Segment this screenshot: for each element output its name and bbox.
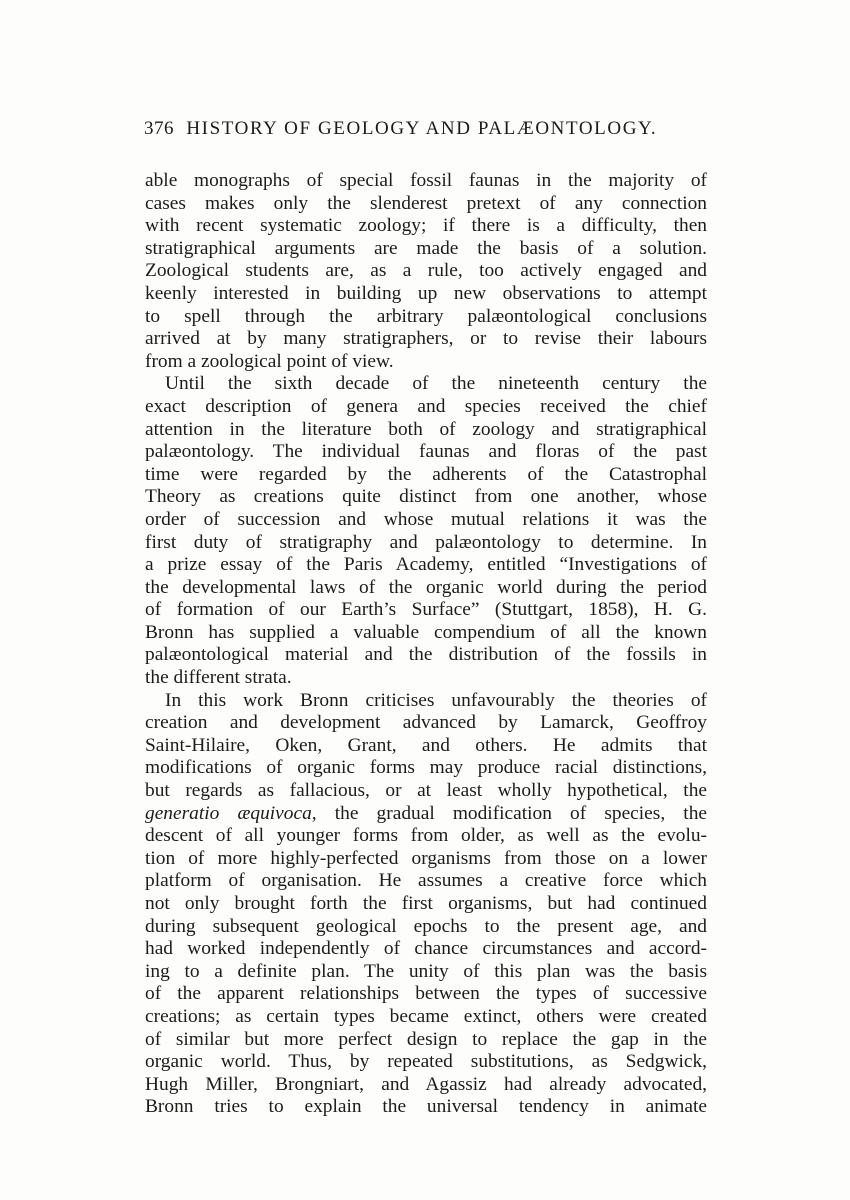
- italic-term: generatio æquivoca,: [145, 802, 317, 824]
- text-line: stratigraphical arguments are made the basis of a solution.: [145, 237, 707, 259]
- paragraph-2: [145, 373, 707, 689]
- text-line: the developmental laws of the organic world during the period: [145, 576, 707, 598]
- text-line: palæontological material and the distribution of the fossils in: [145, 644, 707, 666]
- text-line: tion of more highly-perfected organisms from those on a lower: [145, 847, 707, 869]
- text-line: palæontology. The individual faunas and floras of the past: [145, 441, 707, 463]
- running-header: [144, 118, 704, 140]
- text-line: Saint-Hilaire, Oken, Grant, and others. He admits that: [145, 734, 707, 756]
- text-line: during subsequent geological epochs to the present age, and: [145, 915, 707, 937]
- text-line: ing to a definite plan. The unity of this plan was the basis: [145, 960, 707, 982]
- text-line: platform of organisation. He assumes a creative force which: [145, 870, 707, 892]
- text-line: time were regarded by the adherents of the Catastrophal: [145, 463, 707, 485]
- text-line: the different strata.: [145, 667, 292, 689]
- text-line: to spell through the arbitrary palæontological conclusions: [145, 305, 707, 327]
- paragraph-3: [145, 690, 707, 1119]
- running-title: HISTORY OF GEOLOGY AND PALÆONTOLOGY.: [186, 118, 658, 139]
- text-line: not only brought forth the first organisms, but had continued: [145, 893, 707, 914]
- text-line: able monographs of special fossil faunas in the majority of: [145, 170, 707, 191]
- text-line: Zoological students are, as a rule, too actively engaged and: [145, 260, 707, 282]
- text-line: modifications of organic forms may produce racial distinctions,: [145, 757, 707, 779]
- text-line: attention in the literature both of zoology and stratigraphical: [145, 418, 707, 440]
- text-line: cases makes only the slenderest pretext of any connection: [145, 192, 707, 214]
- page-number: 376: [144, 118, 174, 139]
- text-line: had worked independently of chance circumstances and accord-: [145, 938, 707, 960]
- text-line: first duty of stratigraphy and palæontology to determine. In: [145, 531, 707, 553]
- text-line: order of succession and whose mutual relations it was the: [145, 508, 707, 530]
- text-line: a prize essay of the Paris Academy, entitled “Investigations of: [145, 554, 707, 576]
- text-line: arrived at by many stratigraphers, or to revise their labours: [145, 328, 707, 350]
- text-line: descent of all younger forms from older, as well as the evolu-: [145, 825, 707, 847]
- text-line: In this work Bronn criticises unfavourably the theories of: [165, 689, 707, 711]
- text-line: Hugh Miller, Brongniart, and Agassiz had already advocated,: [145, 1073, 707, 1095]
- paragraph-1: [145, 170, 707, 373]
- text-line: Bronn tries to explain the universal tendency in animate: [145, 1096, 707, 1118]
- text-fragment: the gradual modification of species, the: [316, 802, 707, 824]
- text-line: with recent systematic zoology; if there is a difficulty, then: [145, 215, 707, 237]
- text-line: keenly interested in building up new observations to attempt: [145, 282, 707, 304]
- text-line: but regards as fallacious, or at least wholly hypothetical, the: [145, 780, 707, 802]
- text-line: of formation of our Earth’s Surface” (Stuttgart, 1858), H. G.: [145, 599, 707, 621]
- body-text: [145, 170, 707, 1119]
- text-line: of the apparent relationships between the types of successive: [145, 983, 707, 1005]
- text-line: from a zoological point of view.: [145, 350, 394, 372]
- text-line: organic world. Thus, by repeated substitutions, as Sedgwick,: [145, 1051, 707, 1073]
- text-line: of similar but more perfect design to replace the gap in the: [145, 1028, 707, 1050]
- text-line: exact description of genera and species received the chief: [145, 395, 707, 417]
- text-line: creation and development advanced by Lamarck, Geoffroy: [145, 712, 707, 734]
- text-line: Bronn has supplied a valuable compendium of all the known: [145, 621, 707, 643]
- text-line: Until the sixth decade of the nineteenth century the: [165, 373, 707, 395]
- text-line: Theory as creations quite distinct from one another, whose: [145, 486, 707, 508]
- text-line: creations; as certain types became extinct, others were created: [145, 1005, 707, 1027]
- text-line-with-italic: [145, 803, 707, 826]
